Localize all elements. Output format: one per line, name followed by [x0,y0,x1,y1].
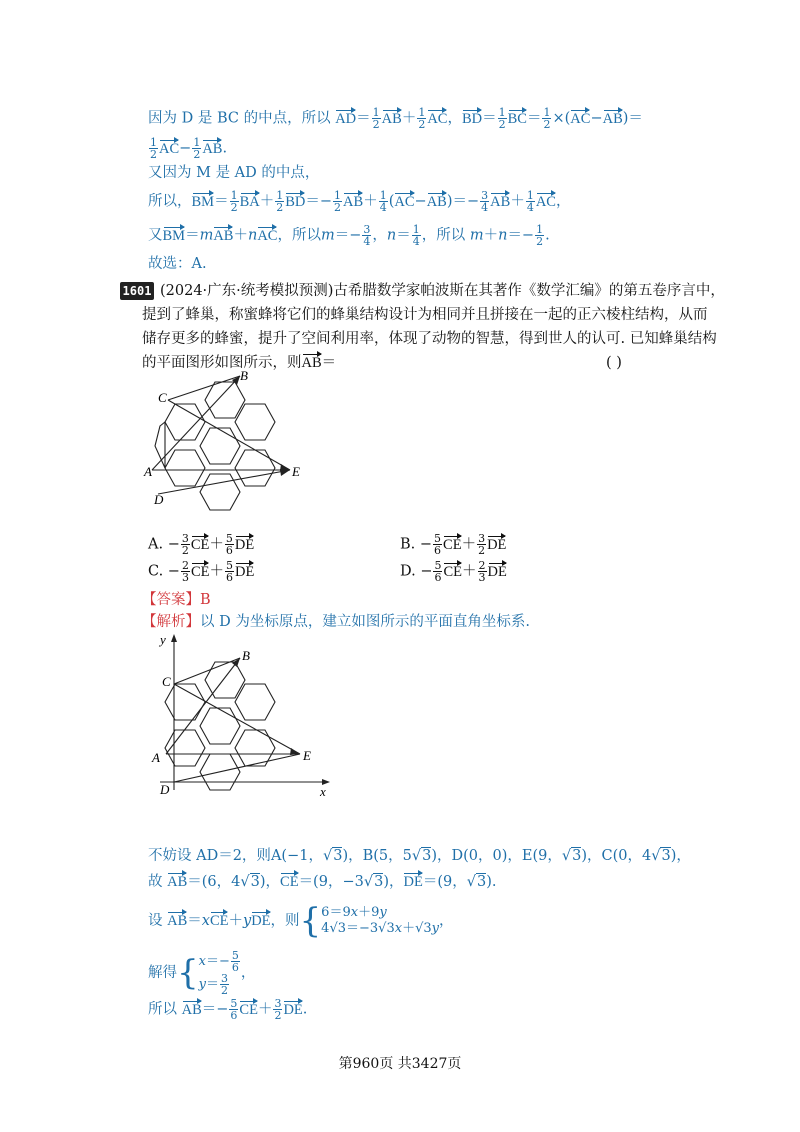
label-c: C [162,674,171,689]
hexagon [200,428,240,464]
solution-line-2: $\frac{1}{2}$ AC− $\frac{1}{2}$ AB. [150,136,228,161]
problem-text-3: 储存更多的蜂蜜，提升了空间利用率，体现了动物的智慧，得到世人的认可. 已知蜂巢结构 [142,331,717,347]
answer-label: 【答案】 [142,592,200,608]
option-label: C. [148,563,164,580]
analysis-text: 所以 [148,1001,177,1018]
hexagon [200,474,240,510]
analysis-line-2: 故 AB＝(6，4√3)，CE＝(9，−3√3)，DE＝(9，√3). [148,874,497,890]
solution-line-3: 又因为 M 是 AD 的中点， [148,165,320,181]
arrowhead-e [290,748,300,755]
solution-text: 所以 [291,227,321,244]
label-e: E [303,748,311,763]
option-d[interactable]: D. − $\frac{5}{6}$ CE＋ $\frac{2}{3}$ DE [400,559,507,584]
problem-text-2: 提到了蜂巢，称蜜蜂将它们的蜂巢结构设计为相同并且拼接在一起的正六棱柱结构，从而 [142,307,708,323]
analysis-text: 故 [148,874,163,890]
honeycomb-figure [140,370,310,530]
label-d: D [154,492,164,507]
analysis-line-1: 不妨设 AD＝2，则A(−1，√3)，B(5，5√3)，D(0，0)，E(9，√3)，C(0，4√3)， [148,848,691,864]
hexagon [205,382,245,418]
analysis-line-3: 设 AB＝xCE＋yDE，则{ 6＝9x＋9y 4√3＝−3√3x＋√3y ， [148,901,454,941]
problem-text-1: (2024·广东·统考模拟预测)古希腊数学家帕波斯在其著作《数学汇编》的第五卷序言中， [160,283,725,299]
problem-number-badge: 1601 [120,282,154,300]
label-x: x [320,784,326,799]
hexagon [165,450,205,486]
answer-line [142,590,211,610]
analysis-text: 设 [148,913,163,929]
analysis-label: 【解析】 [142,614,200,630]
y-axis-arrow [171,634,177,642]
analysis-text: 以 D 为坐标原点，建立如图所示的平面直角坐标系. [200,614,530,630]
page-footer: 第960页 共3427页 [338,1056,462,1072]
solution-conclusion: 故选：A. [148,256,207,272]
analysis-line [142,612,530,632]
option-a[interactable]: A. − $\frac{3}{2}$ CE＋ $\frac{5}{6}$ DE [148,532,255,557]
hexagon [205,662,245,698]
label-b: B [240,370,248,383]
hexagon [235,404,275,440]
problem-text-4: 的平面图形如图所示，则AB＝ [142,355,337,371]
option-label: B. [400,536,416,553]
solution-line-4: 所以，BM＝ $\frac{1}{2}$ BA＋ $\frac{1}{2}$ BD＝− $\frac{1}{2}$ AB＋ $\frac{1}{4}$ (AC−AB)＝− $\frac{3}{4}$ AB＋ $\frac{1}{4}$ AC， [148,189,571,214]
analysis-text: 不妨设 AD＝2，则 [148,848,271,864]
coordinate-figure [140,630,340,800]
arrowhead-e2 [280,469,290,476]
label-e: E [292,464,300,479]
label-a: A [144,464,152,479]
option-label: D. [400,563,416,580]
analysis-line-5: 所以 AB＝− $\frac{5}{6}$ CE＋ $\frac{3}{2}$ DE. [148,997,308,1022]
option-b[interactable]: B. − $\frac{5}{6}$ CE＋ $\frac{3}{2}$ DE [400,532,507,557]
analysis-text: 解得 [148,965,177,981]
option-label: A. [148,536,164,553]
solution-text: 因为 D 是 BC 的中点，所以 [148,110,331,127]
problem-text: 的平面图形如图所示，则 [142,355,302,371]
hexagon [235,450,275,486]
answer-value: B [200,592,211,608]
label-d: D [160,782,170,797]
solution-line-1: 因为 D 是 BC 的中点，所以 AD＝ $\frac{1}{2}$ AB＋ $\frac{1}{2}$ AC，BD＝ $\frac{1}{2}$ BC＝ $\frac{1}{2}$ ×(AC−AB)＝ [148,106,643,131]
label-y: y [160,632,166,647]
solution-text: 所以， [148,193,192,210]
hexagon [235,684,275,720]
label-b: B [242,648,250,663]
answer-blank: ( ) [606,355,622,371]
solution-line-5: 又BM＝mAB＋nAC，所以m＝− $\frac{3}{4}$ ，n＝ $\frac{1}{4}$ ，所以 m＋n＝− $\frac{1}{2}$ . [148,223,550,248]
analysis-line-4: 解得{ x＝− $\frac{5}{6}$ y＝ $\frac{3}{2}$ ， [148,949,256,997]
hexagon [165,684,205,720]
label-a: A [152,750,160,765]
hexagon [200,708,240,744]
vector-ce [168,400,290,470]
option-c[interactable]: C. − $\frac{2}{3}$ CE＋ $\frac{5}{6}$ DE [148,559,255,584]
label-c: C [158,390,167,405]
solution-text: 又 [148,227,163,244]
